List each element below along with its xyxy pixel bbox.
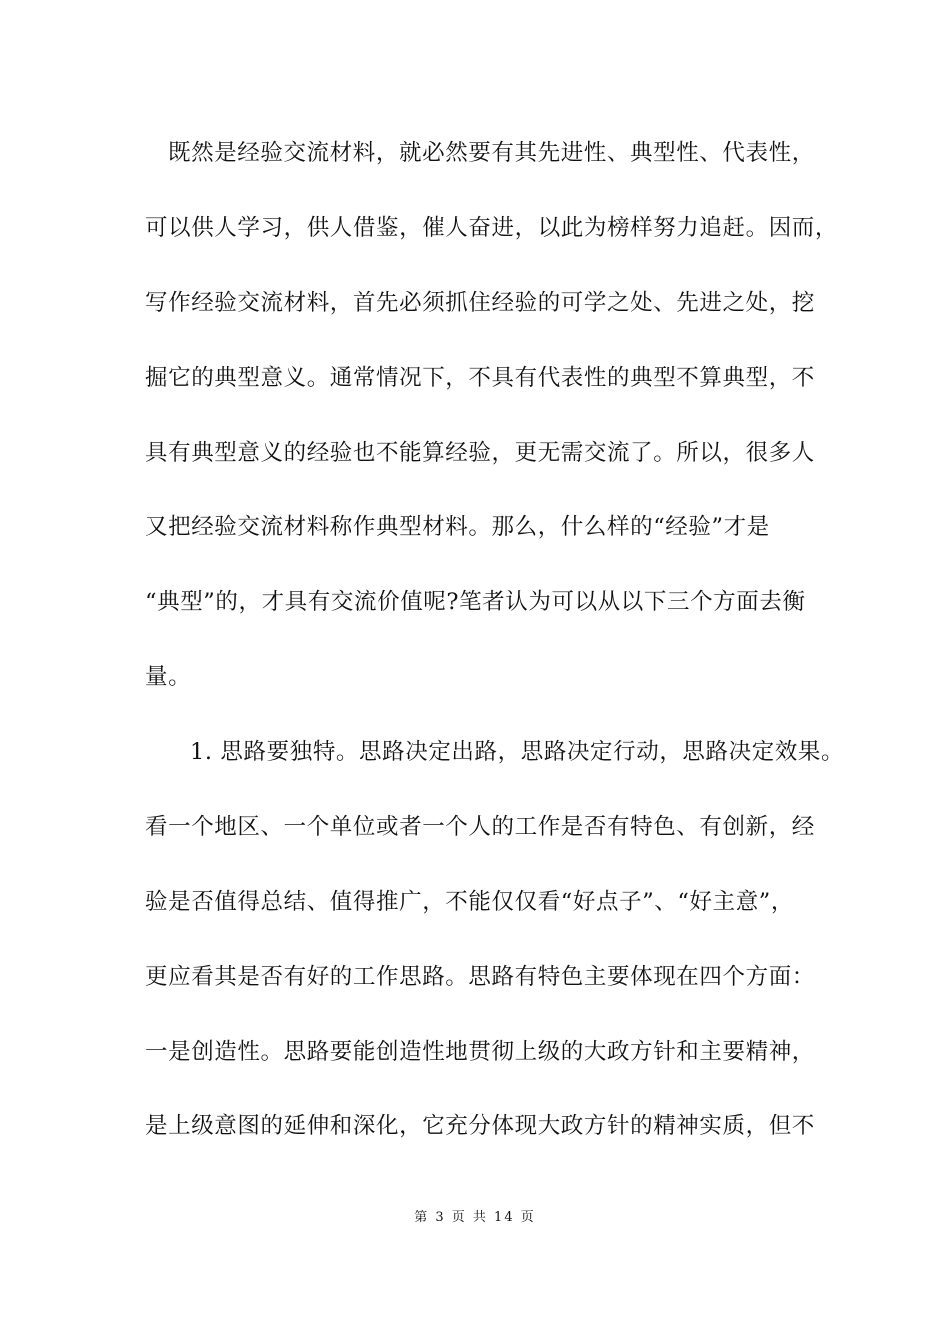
paragraph-line: 写作经验交流材料，首先必须抓住经验的可学之处、先进之处，挖 xyxy=(145,290,815,316)
paragraph-line: 验是否值得总结、值得推广，不能仅仅看“好点子”、“好主意”， xyxy=(145,889,795,915)
page-number-footer: 第 3 页 共 14 页 xyxy=(414,1210,536,1225)
paragraph-line: 1. 思路要独特。思路决定出路，思路决定行动，思路决定效果。 xyxy=(190,739,845,765)
paragraph-line: 看一个地区、一个单位或者一个人的工作是否有特色、有创新，经 xyxy=(145,814,815,840)
paragraph-line: 又把经验交流材料称作典型材料。那么，什么样的“经验”才是 xyxy=(145,514,770,540)
paragraph-line: 掘它的典型意义。通常情况下，不具有代表性的典型不算典型，不 xyxy=(145,365,815,391)
paragraph-line: 既然是经验交流材料，就必然要有其先进性、典型性、代表性， xyxy=(168,140,815,166)
paragraph-line: 量。 xyxy=(145,664,192,690)
paragraph-line: 具有典型意义的经验也不能算经验，更无需交流了。所以，很多人 xyxy=(145,440,815,466)
paragraph-line: 是上级意图的延伸和深化，它充分体现大政方针的精神实质，但不 xyxy=(145,1113,815,1139)
paragraph-line: “典型”的，才具有交流价值呢?笔者认为可以从以下三个方面去衡 xyxy=(145,589,806,615)
paragraph-line: 更应看其是否有好的工作思路。思路有特色主要体现在四个方面： xyxy=(145,964,815,990)
paragraph-line: 可以供人学习，供人借鉴，催人奋进，以此为榜样努力追赶。因而， xyxy=(145,215,839,241)
paragraph-line: 一是创造性。思路要能创造性地贯彻上级的大政方针和主要精神， xyxy=(145,1039,815,1065)
